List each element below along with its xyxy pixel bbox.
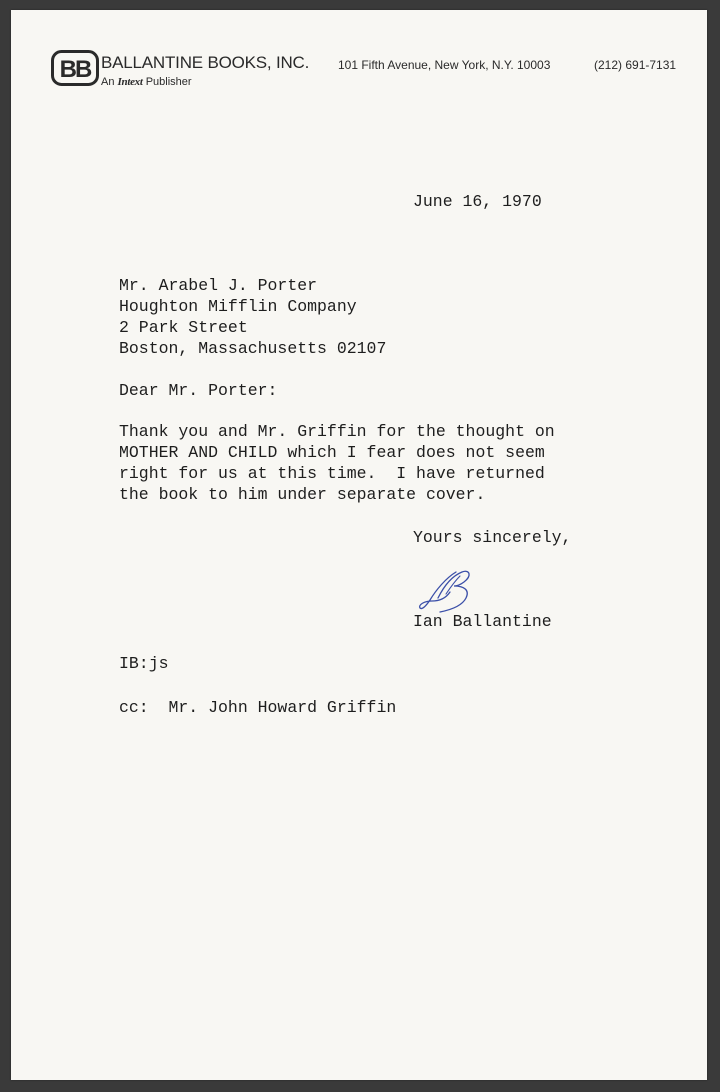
company-address: 101 Fifth Avenue, New York, N.Y. 10003 [338, 58, 551, 72]
logo-lettering: BB [59, 56, 91, 83]
signer-name: Ian Ballantine [413, 612, 552, 631]
publisher-line [101, 76, 192, 88]
body-line: the book to him under separate cover. [119, 485, 486, 504]
letter-page [11, 10, 707, 1080]
company-phone: (212) 691-7131 [594, 58, 677, 72]
recipient-line: Mr. Arabel J. Porter [119, 276, 318, 295]
recipient-address [119, 275, 386, 359]
recipient-line: Houghton Mifflin Company [119, 297, 357, 316]
closing: Yours sincerely, [413, 528, 572, 547]
letter-date: June 16, 1970 [413, 192, 542, 211]
publisher-suffix: Publisher [145, 76, 192, 88]
letterhead [51, 50, 701, 100]
body-line: MOTHER AND CHILD which I fear does not seem [119, 443, 545, 462]
letter-body [119, 421, 555, 505]
carbon-copy-line: cc: Mr. John Howard Griffin [119, 698, 397, 717]
ballantine-logo [51, 50, 99, 86]
company-name: BALLANTINE BOOKS, INC. [101, 53, 310, 72]
body-line: Thank you and Mr. Griffin for the thought on [119, 422, 555, 441]
publisher-brand: Intext [117, 76, 143, 88]
reference-initials: IB:js [119, 654, 169, 673]
recipient-line: 2 Park Street [119, 318, 248, 337]
body-line: right for us at this time. I have returned [119, 464, 545, 483]
handwritten-signature [416, 568, 478, 616]
recipient-line: Boston, Massachusetts 02107 [119, 339, 387, 358]
salutation: Dear Mr. Porter: [119, 381, 278, 400]
publisher-prefix: An [101, 76, 115, 88]
